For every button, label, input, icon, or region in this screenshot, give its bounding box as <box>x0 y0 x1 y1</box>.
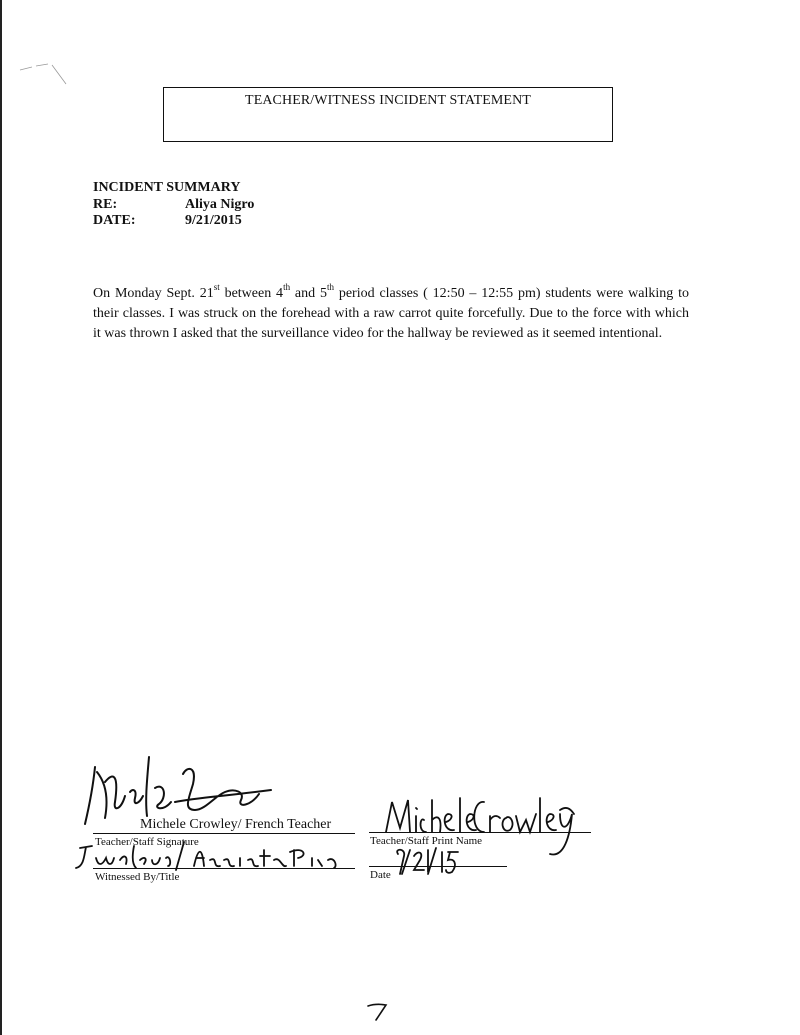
witness-label: Witnessed By/Title <box>95 871 180 883</box>
ordinal-suffix: th <box>283 282 291 293</box>
date-value: 9/21/2015 <box>185 213 242 228</box>
date-label: DATE: <box>93 213 136 228</box>
signature-label: Teacher/Staff Signature <box>95 836 199 848</box>
scan-speck <box>18 58 68 88</box>
title-box <box>163 87 613 142</box>
page-left-edge <box>0 0 2 1035</box>
statement-text-4: period classes ( 12:50 – 12:55 pm) students were walking to their classes. I was struck on the forehead with a raw carrot quite forcefully. Due to the force with which it was thrown I asked that the surveillance video for the hallway be reviewed as it seemed intentional. <box>93 286 689 341</box>
re-row <box>93 197 254 214</box>
date-label-sig: Date <box>370 869 391 881</box>
incident-summary <box>93 180 254 230</box>
page-number-mark <box>366 1000 390 1022</box>
statement-text-2: between 4 <box>219 286 284 301</box>
witness-handwriting <box>72 838 342 872</box>
re-value: Aliya Nigro <box>185 196 255 212</box>
statement-paragraph <box>93 284 689 344</box>
summary-heading: INCIDENT SUMMARY <box>93 180 241 195</box>
date-line <box>369 866 507 867</box>
signature-line <box>93 833 355 834</box>
ordinal-suffix: th <box>326 282 334 293</box>
statement-text-1: On Monday Sept. 21 <box>93 286 214 301</box>
statement-text-3: and 5 <box>290 286 327 301</box>
ordinal-suffix: st <box>213 282 220 293</box>
print-name-line <box>369 832 591 833</box>
document-title: TEACHER/WITNESS INCIDENT STATEMENT <box>245 93 531 108</box>
re-label: RE: <box>93 196 118 212</box>
handwritten-date <box>392 846 472 876</box>
printed-signer-name: Michele Crowley/ French Teacher <box>140 817 332 832</box>
date-row <box>93 213 254 230</box>
print-name-label: Teacher/Staff Print Name <box>370 835 483 847</box>
witness-line <box>93 868 355 869</box>
